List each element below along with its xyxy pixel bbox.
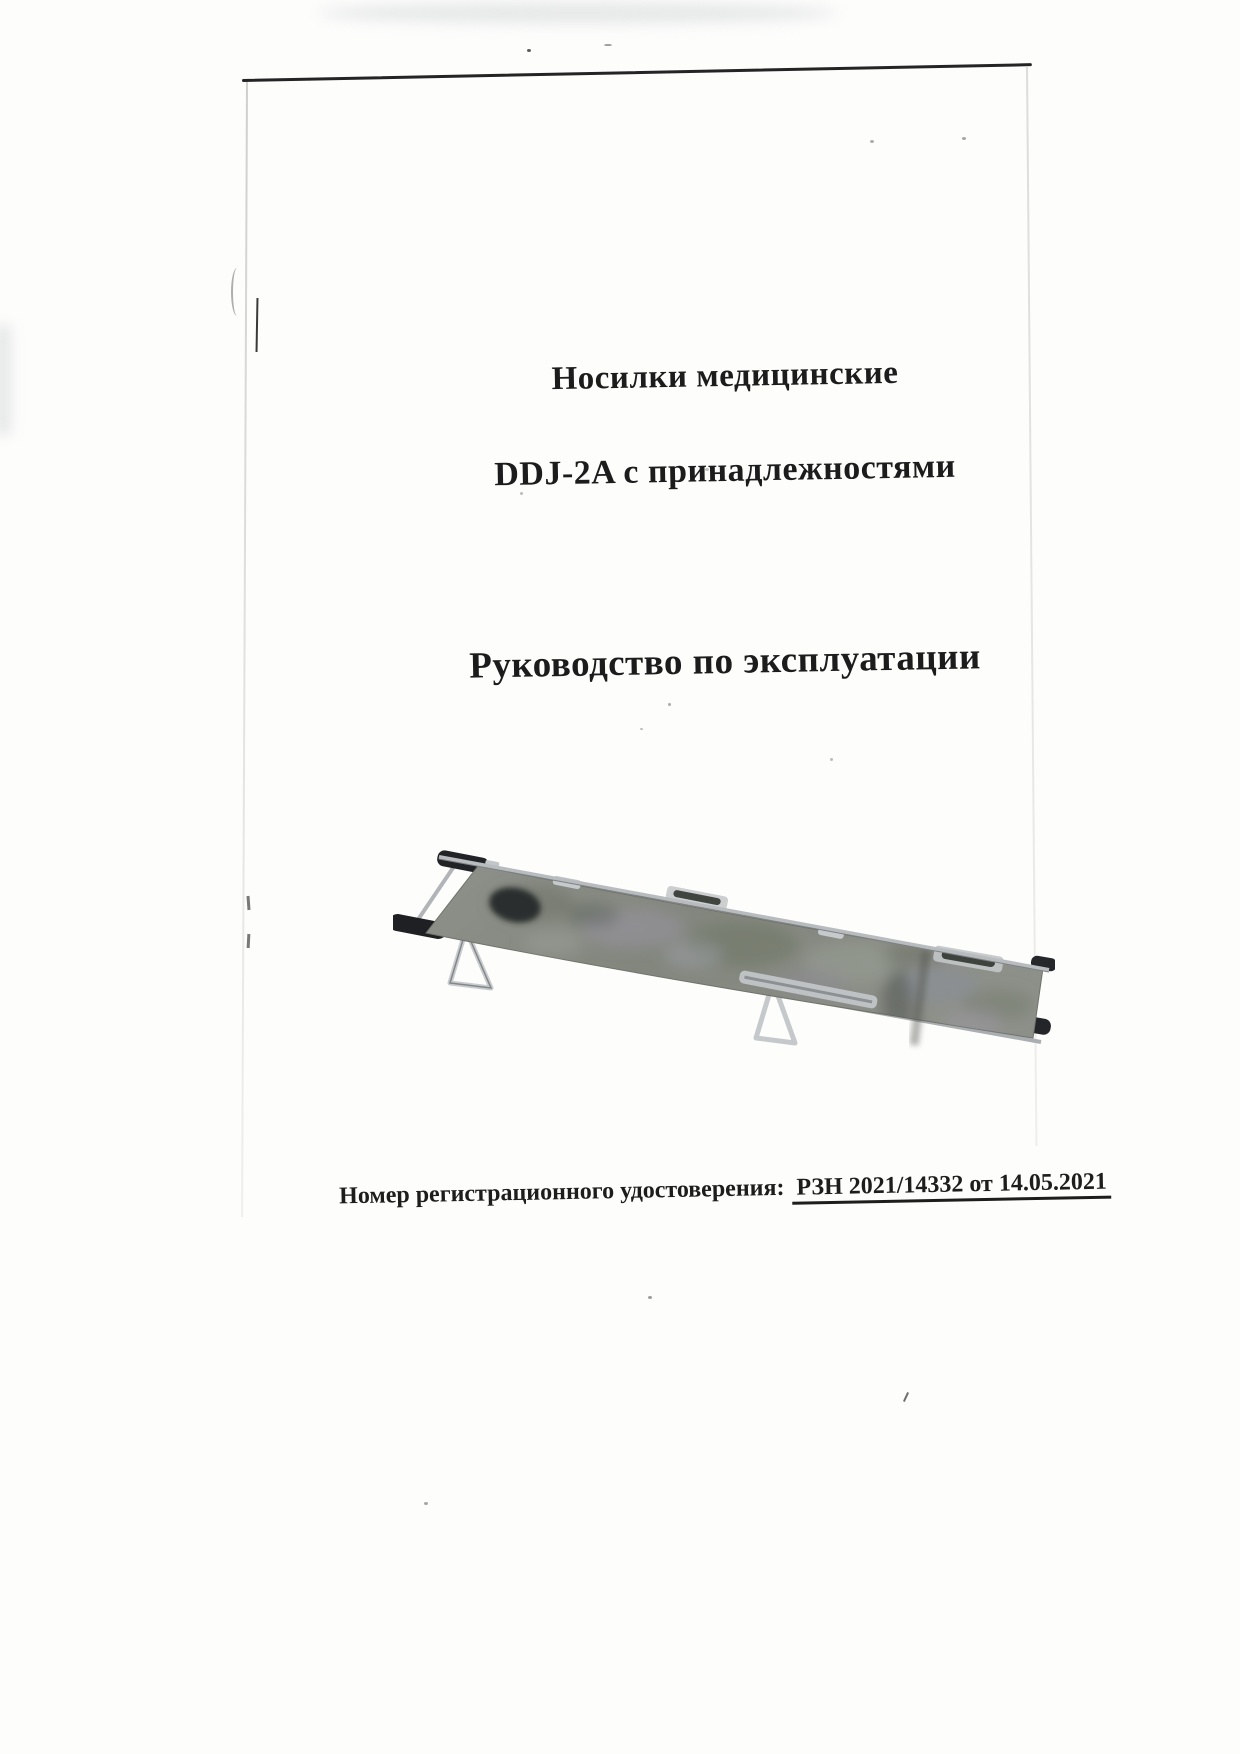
document-title-line2: DDJ-2A с принадлежностями — [493, 447, 957, 494]
staple-mark — [247, 934, 251, 948]
registration-value: РЗН 2021/14332 от 14.05.2021 — [792, 1169, 1111, 1205]
stretcher-illustration — [393, 833, 1055, 1075]
scan-speck — [527, 49, 531, 52]
stretcher-photo — [393, 833, 1055, 1075]
scan-smudge-left — [0, 325, 12, 435]
scan-speck — [648, 1296, 652, 1299]
page-left-edge — [241, 82, 248, 1217]
staple-mark — [231, 268, 243, 316]
scan-speck — [668, 703, 671, 706]
document-subtitle: Руководство по эксплуатации — [468, 636, 982, 687]
scan-speck — [870, 140, 874, 143]
scan-smudge-top — [318, 2, 838, 24]
registration-label: Номер регистрационного удостоверения: — [338, 1174, 785, 1210]
scan-speck — [604, 44, 612, 46]
registration-line — [290, 1168, 1160, 1212]
page-top-edge — [242, 63, 1032, 82]
document-title-line1: Носилки медицинские — [551, 354, 899, 398]
scan-speck — [903, 1392, 909, 1402]
staple-mark — [256, 298, 259, 352]
staple-mark — [247, 896, 251, 910]
scan-speck — [424, 1502, 428, 1505]
scan-speck — [640, 728, 643, 730]
scan-speck — [830, 758, 833, 761]
scan-speck — [962, 137, 966, 140]
